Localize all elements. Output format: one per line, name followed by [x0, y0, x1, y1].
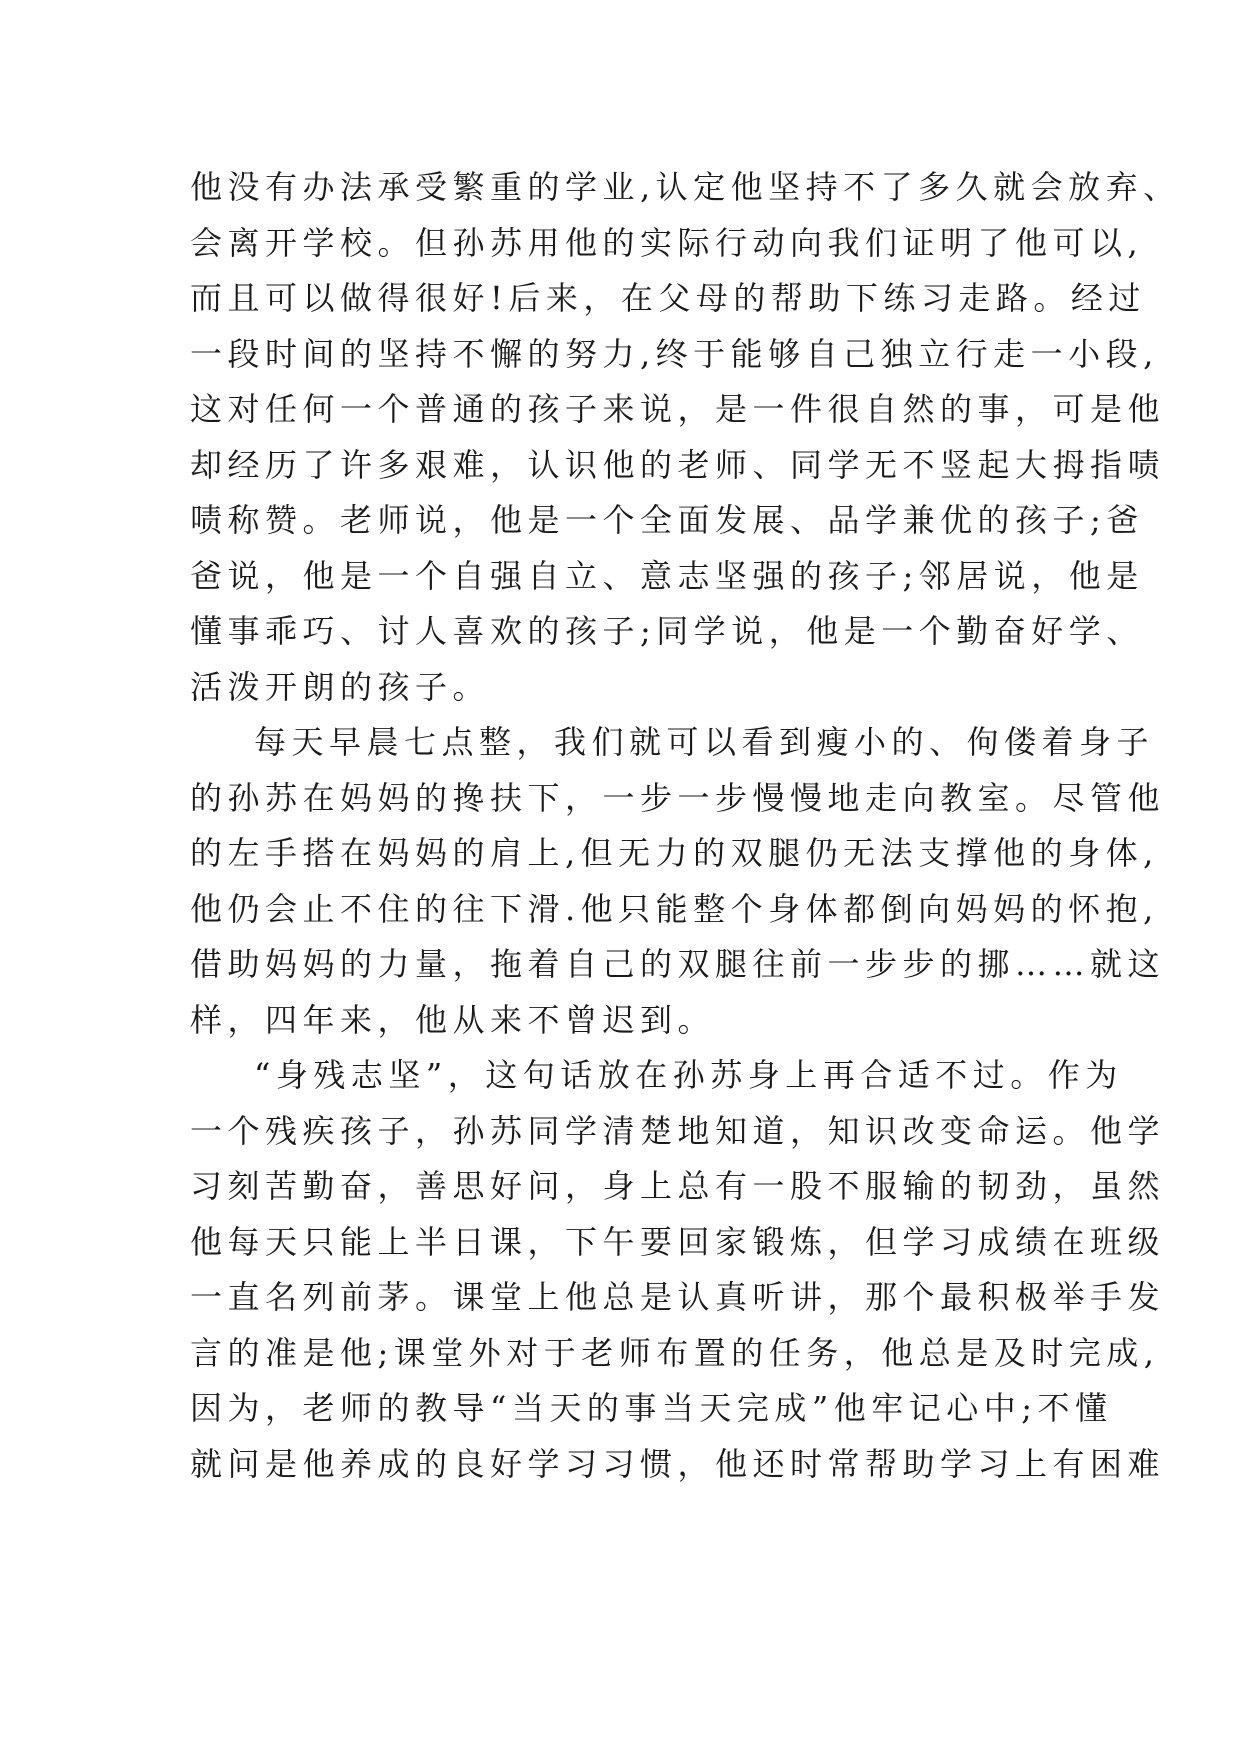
- document-body: [190, 160, 1181, 1492]
- paragraph-2-line: 的孙苏在妈妈的搀扶下，一步一步慢慢地走向教室。尽管他: [190, 778, 1166, 817]
- paragraph-2-line: 的左手搭在妈妈的肩上,但无力的双腿仍无法支撑他的身体,: [190, 834, 1159, 872]
- paragraph-1-line: 却经历了许多艰难，认识他的老师、同学无不竖起大拇指啧: [190, 445, 1166, 484]
- paragraph-1-line: 啧称赞。老师说，他是一个全面发展、品学兼优的孩子;爸: [190, 501, 1144, 539]
- paragraph-1-line: 而且可以做得很好!后来，在父母的帮助下练习走路。经过: [190, 279, 1146, 317]
- paragraph-3-line: 一个残疾孩子，孙苏同学清楚地知道，知识改变命运。他学: [190, 1111, 1166, 1150]
- paragraph-1-line: 懂事乖巧、讨人喜欢的孩子;同学说，他是一个勤奋好学、: [190, 612, 1144, 650]
- paragraph-3-line: 习刻苦勤奋，善思好问，身上总有一股不服输的韧劲，虽然: [190, 1167, 1166, 1205]
- paragraph-3-line: 言的准是他;课堂外对于老师布置的任务，他总是及时完成,: [190, 1333, 1160, 1372]
- paragraph-3-line: 就问是他养成的良好学习习惯，他还时常帮助学习上有困难: [190, 1444, 1166, 1483]
- paragraph-2-line: 借助妈妈的力量，拖着自己的双腿往前一步步的挪……就这: [190, 945, 1166, 983]
- paragraph-3-line: 因为，老师的教导“当天的事当天完成”他牢记心中;不懂: [190, 1389, 1113, 1427]
- paragraph-1-line: 活泼开朗的孩子。: [190, 667, 491, 706]
- paragraph-1-line: 爸说，他是一个自强自立、意志坚强的孩子;邻居说，他是: [190, 556, 1144, 595]
- paragraph-1-line: 会离开学校。但孙苏用他的实际行动向我们证明了他可以,: [190, 223, 1144, 262]
- paragraph-2-line: 他仍会止不住的往下滑.他只能整个身体都倒向妈妈的怀抱,: [190, 889, 1159, 928]
- paragraph-3-first-line: “身残志坚”，这句话放在孙苏身上再合适不过。作为: [254, 1056, 1123, 1094]
- paragraph-2-line: 样，四年来，他从来不曾迟到。: [190, 1000, 716, 1039]
- paragraph-3-line: 他每天只能上半日课，下午要回家锻炼，但学习成绩在班级: [190, 1222, 1166, 1261]
- paragraph-1-line: 这对任何一个普通的孩子来说，是一件很自然的事，可是他: [190, 390, 1166, 428]
- paragraph-1-line: 一段时间的坚持不懈的努力,终于能够自己独立行走一小段,: [190, 334, 1159, 373]
- paragraph-3-line: 一直名列前茅。课堂上他总是认真听讲，那个最积极举手发: [190, 1278, 1166, 1316]
- paragraph-2-first-line: 每天早晨七点整，我们就可以看到瘦小的、佝偻着身子: [254, 723, 1155, 761]
- paragraph-1-line: 他没有办法承受繁重的学业,认定他坚持不了多久就会放弃、: [190, 168, 1181, 206]
